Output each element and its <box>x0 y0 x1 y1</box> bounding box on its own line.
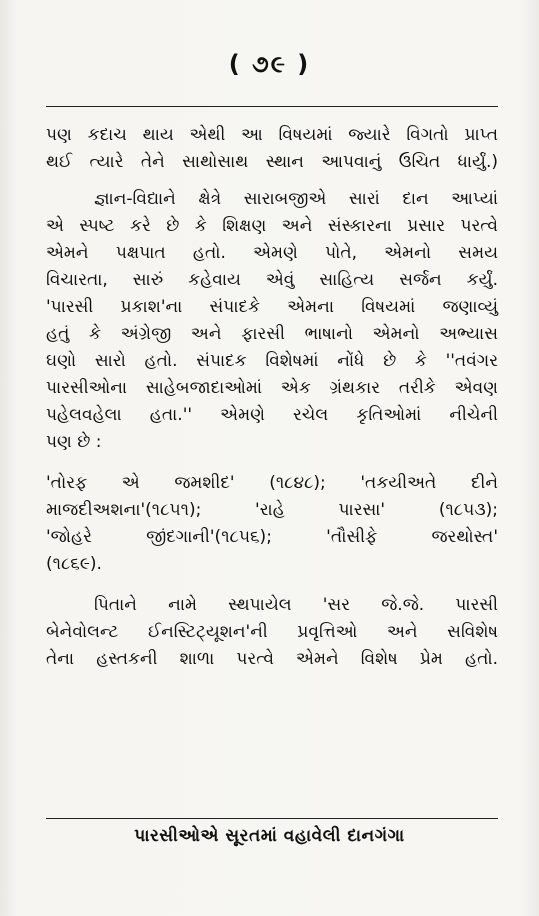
text-line: પણ કદાચ થાય એથી આ વિષયમાં જ્યારે વિગતો પ્રાપ્ત <box>46 125 498 145</box>
text-line: ઘણો સારો હતો. સંપાદક વિશેષમાં નોંધે છે કે ''તવંગર <box>46 351 498 371</box>
text-line: (૧૮૬૯). <box>46 554 102 574</box>
text-line: જ્ઞાન-વિદ્યાને ક્ષેત્રે સારાબજીએ સારાં દાન આપ્યાં <box>94 189 498 209</box>
text-line: 'જોહરે જીંદગાની'(૧૮૫૬); 'તૌસીફે જરથોસ્ત' <box>46 527 498 547</box>
page-number: ( ૭૯ ) <box>228 50 311 78</box>
running-footer-title: પારસીઓએ સૂરતમાં વહાવેલી દાનગંગા <box>134 826 405 846</box>
text-line: 'પારસી પ્રકાશ'ના સંપાદકે એમના વિષયમાં જણાવ્યું <box>46 297 498 317</box>
text-line: પિતાને નામે સ્થપાયેલ 'સર જે.જે. પારસી <box>94 595 498 615</box>
text-line: વિચારતા, સારું કહેવાય એવું સાહિત્ય સર્જન કર્યું. <box>46 270 498 290</box>
text-line: માજદીઅશના'(૧૮૫૧); 'રાહે પારસા' (૧૮૫૩); <box>46 500 498 520</box>
text-line: બેનેવોલન્ટ ઈનસ્ટિટ્યૂશન'ની પ્રવૃત્તિઓ અને સવિશેષ <box>46 622 498 642</box>
text-line: પહેલવહેલા હતા.'' એમણે રચેલ કૃતિઓમાં નીચેની <box>46 405 498 425</box>
text-line: હતું કે અંગ્રેજી અને ફારસી ભાષાનો એમનો અભ્યાસ <box>46 324 498 344</box>
text-line: 'તોરફ એ જમશીદ' (૧૮૪૮); 'તકયીઅતે દીને <box>46 473 498 493</box>
text-line: એ સ્પષ્ટ કરે છે કે શિક્ષણ અને સંસ્કારના પ્રસાર પરત્વે <box>46 216 498 236</box>
body-text <box>46 122 498 673</box>
text-line: તેના હસ્તકની શાળા પરત્વે એમને વિશેષ પ્રેમ હતો. <box>46 649 498 669</box>
header-rule <box>46 106 498 107</box>
text-line: થઈ ત્યારે તેને સાથોસાથ સ્થાન આપવાનું ઉચિત ધાર્યું.) <box>46 152 498 172</box>
text-line: પણ છે : <box>46 432 102 452</box>
text-line: એમને પક્ષપાત હતો. એમણે પોતે, એમનો સમય <box>46 243 498 263</box>
footer-rule <box>46 818 498 819</box>
text-line: પારસીઓના સાહેબજાદાઓમાં એક ગ્રંથકાર તરીકે એવણ <box>46 378 498 398</box>
